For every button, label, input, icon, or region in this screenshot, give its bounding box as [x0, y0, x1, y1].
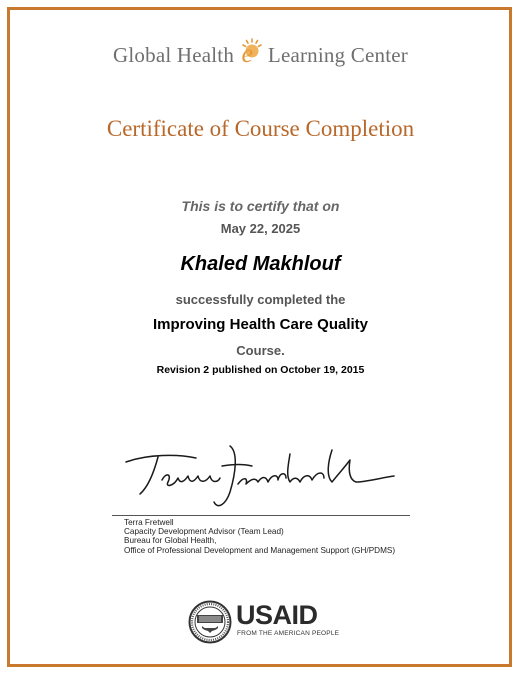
- completed-text: successfully completed the: [175, 292, 346, 307]
- header-logo: [0, 39, 521, 68]
- signature-image: [118, 432, 403, 514]
- signatory-role: Capacity Development Advisor (Team Lead): [124, 527, 284, 537]
- sun-icon: [241, 39, 261, 68]
- signatory-bureau: Bureau for Global Health,: [124, 536, 217, 546]
- certify-text: This is to certify that on: [181, 198, 340, 214]
- usaid-wordmark: USAID: [236, 600, 318, 630]
- course-word: Course.: [236, 343, 285, 358]
- revision-text: Revision 2 published on October 19, 2015: [156, 364, 365, 376]
- certificate-border: [7, 7, 512, 667]
- signatory-office: Office of Professional Development and Management Support (GH/PDMS): [124, 545, 396, 555]
- logo-letter: e: [241, 39, 254, 68]
- recipient-name: Khaled Makhlouf: [180, 253, 341, 275]
- usaid-tagline: FROM THE AMERICAN PEOPLE: [237, 630, 340, 637]
- signatory-block: [124, 518, 395, 555]
- certificate-title: Certificate of Course Completion: [106, 116, 415, 141]
- signatory-name: Terra Fretwell: [124, 518, 174, 527]
- completion-date: May 22, 2025: [220, 221, 301, 236]
- brand-text-part2: Learning Center: [267, 43, 408, 67]
- course-name: Improving Health Care Quality: [152, 316, 369, 333]
- brand-text-part1: Global Health: [113, 43, 235, 67]
- usaid-seal-icon: [188, 600, 232, 644]
- signature-line: [112, 515, 410, 516]
- usaid-logo: [188, 600, 338, 644]
